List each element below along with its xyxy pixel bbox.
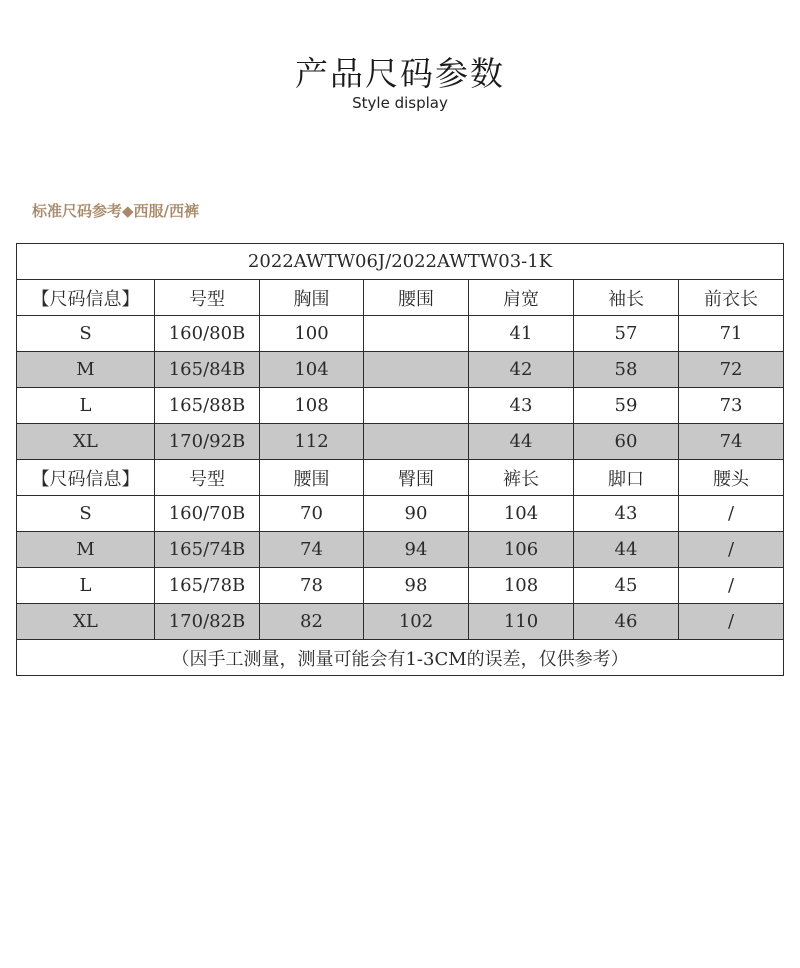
table-cell: 108 [469,568,574,604]
table-cell: 71 [679,316,784,352]
table-cell: 46 [574,604,679,640]
table-row [17,316,784,352]
table-cell: 104 [469,496,574,532]
table-cell: 45 [574,568,679,604]
table-cell: 41 [469,316,574,352]
table-cell: / [679,496,784,532]
table-row [17,388,784,424]
table-cell: 82 [260,604,364,640]
header-cell: 号型 [155,280,260,316]
table-cell: 160/80B [155,316,260,352]
table-cell: / [679,604,784,640]
table-cell: 70 [260,496,364,532]
table-cell: 44 [469,424,574,460]
table-cell: 42 [469,352,574,388]
page-subtitle: Style display [352,94,448,112]
table-cell: 59 [574,388,679,424]
table-cell: 90 [364,496,469,532]
jacket-header-row [17,280,784,316]
trousers-header-row [17,460,784,496]
header-cell: 号型 [155,460,260,496]
note-row [17,640,784,676]
table-cell: 43 [469,388,574,424]
table-cell: L [17,388,155,424]
section-label: 标准尺码参考◆西服/西裤 [32,202,200,220]
model-code: 2022AWTW06J/2022AWTW03-1K [17,244,784,280]
table-cell: 100 [260,316,364,352]
table-row [17,532,784,568]
table-cell: 165/74B [155,532,260,568]
header-cell: 腰围 [364,280,469,316]
table-row [17,424,784,460]
table-cell: 165/88B [155,388,260,424]
header-cell: 【尺码信息】 [17,280,155,316]
table-row [17,496,784,532]
page-title: 产品尺码参数 [295,54,505,93]
size-table [16,243,784,676]
table-row [17,604,784,640]
header-cell: 前衣长 [679,280,784,316]
table-cell: 72 [679,352,784,388]
table-cell [364,424,469,460]
table-cell: 60 [574,424,679,460]
table-cell: L [17,568,155,604]
table-cell: 43 [574,496,679,532]
table-cell: XL [17,604,155,640]
table-cell: 170/92B [155,424,260,460]
table-cell: 165/84B [155,352,260,388]
table-cell [364,388,469,424]
table-cell: 106 [469,532,574,568]
header-cell: 腰围 [260,460,364,496]
table-cell: M [17,532,155,568]
table-cell: 78 [260,568,364,604]
table-cell: 44 [574,532,679,568]
table-cell: 74 [679,424,784,460]
table-cell: 98 [364,568,469,604]
table-cell: S [17,496,155,532]
table-row [17,568,784,604]
model-row [17,244,784,280]
table-cell: 108 [260,388,364,424]
table-cell: / [679,568,784,604]
header-cell: 脚口 [574,460,679,496]
table-cell: 57 [574,316,679,352]
table-cell: M [17,352,155,388]
table-cell: 112 [260,424,364,460]
table-cell: / [679,532,784,568]
table-cell: XL [17,424,155,460]
header-cell: 腰头 [679,460,784,496]
header-cell: 【尺码信息】 [17,460,155,496]
table-cell: 170/82B [155,604,260,640]
table-cell: 102 [364,604,469,640]
header-cell: 胸围 [260,280,364,316]
table-row [17,352,784,388]
table-cell: 165/78B [155,568,260,604]
table-cell [364,316,469,352]
table-cell: 104 [260,352,364,388]
table-cell: S [17,316,155,352]
table-cell [364,352,469,388]
table-cell: 73 [679,388,784,424]
table-cell: 160/70B [155,496,260,532]
measurement-note: （因手工测量，测量可能会有1-3CM的误差，仅供参考） [17,640,784,676]
header-cell: 臀围 [364,460,469,496]
header-cell: 肩宽 [469,280,574,316]
table-cell: 58 [574,352,679,388]
table-cell: 110 [469,604,574,640]
header-cell: 袖长 [574,280,679,316]
header-cell: 裤长 [469,460,574,496]
table-cell: 94 [364,532,469,568]
table-cell: 74 [260,532,364,568]
